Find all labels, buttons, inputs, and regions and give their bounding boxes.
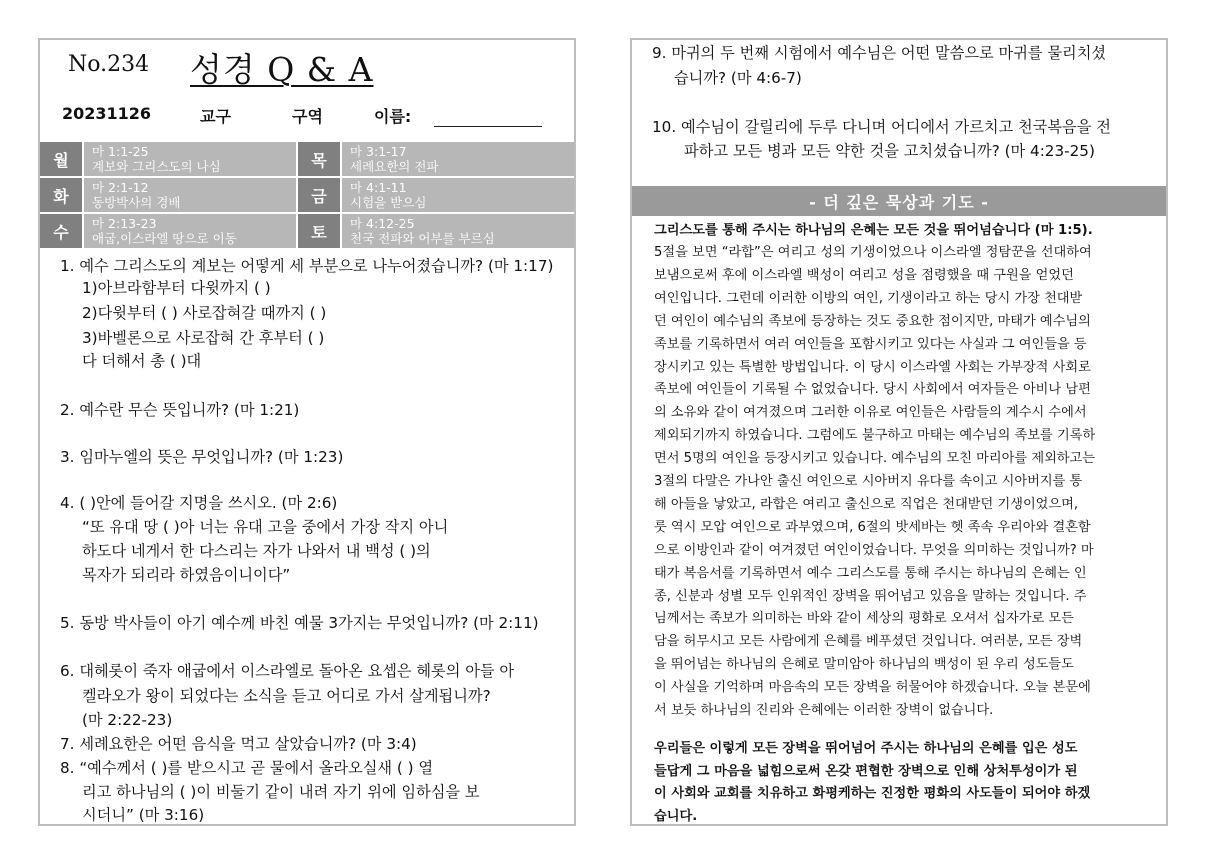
reading-title: 시험을 받으심 — [350, 195, 427, 210]
reading-cell — [84, 214, 296, 248]
meditation-line: 담을 허무시고 모든 사람에게 은혜를 베푸셨던 것입니다. 여러분, 모든 장벽 — [654, 634, 1083, 650]
meditation-line: 5절을 보면 “라합”은 여리고 성의 기생이었으나 이스라엘 정탐꾼을 선대하여 — [654, 245, 1092, 260]
question-line: 다 더해서 총 ( )대 — [82, 352, 202, 370]
meditation-line: 의 소유와 같이 여겨졌으며 그러한 이유로 여인들은 사람들의 계수시 수에서 — [654, 405, 1087, 421]
reading-cell — [84, 142, 296, 176]
district-label: 구역 — [292, 107, 323, 126]
meditation-line: 족보를 기록하면서 여러 여인들을 포함시키고 있다는 사실과 그 여인들을 등 — [654, 336, 1087, 352]
question-line: (마 2:22-23) — [82, 711, 173, 729]
question-line: 켈라오가 왕이 되었다는 소식을 듣고 어디로 가서 살게됩니까? — [82, 687, 491, 705]
reading-ref: 마 1:1-25 — [92, 144, 149, 159]
schedule-row — [40, 214, 574, 248]
question-line: “또 유대 땅 ( )아 너는 유대 고을 중에서 가장 작지 아니 — [82, 518, 449, 536]
day-label: 금 — [298, 178, 340, 212]
question-6: 6. 대헤롯이 죽자 애굽에서 이스라엘로 돌아온 요셉은 헤롯의 아들 아 — [60, 662, 515, 680]
closing-line: 이 사회와 교회를 치유하고 화평케하는 진정한 평화의 사도들이 되어야 하겠 — [654, 786, 1091, 801]
day-label: 월 — [40, 142, 82, 176]
question-5: 5. 동방 박사들이 아기 예수께 바친 예물 3가지는 무엇입니까? (마 2:11) — [60, 614, 539, 632]
reading-ref: 마 2:1-12 — [92, 180, 149, 195]
question-line: 습니까? (마 4:6-7) — [674, 69, 802, 87]
date-label: 20231126 — [62, 104, 152, 123]
meditation-line: 이 사실을 기억하며 마음속의 모든 장벽을 허물어야 하겠습니다. 오늘 본문에 — [654, 680, 1091, 696]
reading-cell — [342, 178, 574, 212]
question-3: 3. 임마누엘의 뜻은 무엇입니까? (마 1:23) — [60, 448, 344, 466]
meditation-line: 님께서는 족보가 의미하는 바와 같이 세상의 평화로 오셔서 십자가로 모든 — [654, 611, 1074, 627]
meditation-line: 해 아들을 낳았고, 라합은 여리고 출신으로 직업은 천대받던 기생이었으며, — [654, 496, 1079, 512]
meditation-line: 태가 복음서를 기록하면서 예수 그리스도를 통해 주시는 하나님의 은혜는 인 — [654, 565, 1087, 581]
day-label: 토 — [298, 214, 340, 248]
meditation-line: 보냄으로써 후에 이스라엘 백성이 여리고 성을 점령했을 때 구원을 얻었던 — [654, 267, 1074, 283]
meditation-banner: - 더 깊은 묵상과 기도 - — [632, 186, 1166, 216]
meditation-line: 던 여인이 예수님의 족보에 등장하는 것도 중요한 점이지만, 마태가 예수님의 — [654, 313, 1091, 329]
reading-ref: 마 4:12-25 — [350, 216, 415, 231]
parish-label: 교구 — [200, 107, 231, 126]
closing-line: 들답게 그 마음을 넓힘으로써 온갖 편협한 장벽으로 인해 상처투성이가 된 — [654, 763, 1078, 779]
reading-title: 동방박사의 경배 — [92, 195, 181, 210]
question-9: 9. 마귀의 두 번째 시험에서 예수님은 어떤 말씀으로 마귀를 물리치셨 — [652, 44, 1107, 62]
closing-line: 습니다. — [654, 808, 698, 824]
meditation-line: 면서 5명의 여인을 등장시키고 있습니다. 예수님의 모친 마리아를 제외하고는 — [654, 451, 1096, 467]
meditation-line: 종, 신분과 성별 모두 인위적인 장벽을 뛰어넘고 있음을 말하는 것입니다. 주 — [654, 588, 1087, 604]
schedule-row — [40, 178, 574, 212]
question-8: 8. “예수께서 ( )를 받으시고 곧 물에서 올라오실새 ( ) 열 — [60, 759, 434, 777]
reading-ref: 마 4:1-11 — [350, 180, 407, 195]
day-label: 목 — [298, 142, 340, 176]
question-line: 시더니” (마 3:16) — [82, 806, 205, 824]
meditation-line: 을 뛰어넘는 하나님의 은혜로 말미암아 하나님의 백성이 된 우리 성도들도 — [654, 657, 1074, 673]
meditation-line: 장시키고 있는 특별한 방법입니다. 이 당시 이스라엘 사회는 가부장적 사회로 — [654, 359, 1091, 375]
reading-ref: 마 3:1-17 — [350, 144, 407, 159]
question-4: 4. ( )안에 들어갈 지명을 쓰시오. (마 2:6) — [60, 494, 338, 512]
question-line: 목자가 되리라 하였음이니이다” — [82, 566, 291, 584]
question-line: 2)다윗부터 ( ) 사로잡혀갈 때까지 ( ) — [82, 304, 327, 322]
reading-title: 애굽,이스라엘 땅으로 이동 — [92, 231, 237, 246]
reading-title: 계보와 그리스도의 나심 — [92, 159, 221, 174]
right-page — [630, 38, 1168, 826]
meditation-line: 룻 역시 모압 여인으로 과부였으며, 6절의 밧세바는 헷 족속 우리아와 결혼함 — [654, 519, 1091, 535]
reading-ref: 마 2:13-23 — [92, 216, 157, 231]
question-line: 3)바벨론으로 사로잡혀 간 후부터 ( ) — [82, 329, 325, 347]
reading-cell — [342, 142, 574, 176]
meditation-line: 서 보듯 하나님의 진리와 은혜에는 이러한 장벽이 없습니다. — [654, 703, 994, 718]
name-label: 이름: — [374, 107, 412, 126]
reading-cell — [342, 214, 574, 248]
question-10: 10. 예수님이 갈릴리에 두루 다니며 어디에서 가르치고 천국복음을 전 — [652, 118, 1111, 136]
question-2: 2. 예수란 무슨 뜻입니까? (마 1:21) — [60, 401, 300, 419]
meditation-line: 제외되기까지 하였습니다. 그럼에도 불구하고 마태는 예수님의 족보를 기록하 — [654, 428, 1096, 444]
question-1: 1. 예수 그리스도의 계보는 어떻게 세 부분으로 나누어졌습니까? (마 1:17) — [60, 257, 554, 275]
schedule-row — [40, 142, 574, 176]
meditation-heading: 그리스도를 통해 주시는 하나님의 은혜는 모든 것을 뛰어넘습니다 (마 1:5). — [654, 223, 1093, 238]
question-line: 하도다 네게서 한 다스리는 자가 나와서 내 백성 ( )의 — [82, 542, 431, 560]
reading-title: 세례요한의 전파 — [350, 159, 439, 174]
meditation-line: 으로 이방인과 같이 여겨졌던 여인이었습니다. 무엇을 의미하는 것입니까? 마 — [654, 542, 1094, 558]
left-page — [38, 38, 576, 826]
question-7: 7. 세례요한은 어떤 음식을 먹고 살았습니까? (마 3:4) — [60, 735, 417, 753]
question-line: 1)아브라함부터 다윗까지 ( ) — [82, 279, 271, 297]
meditation-line: 족보에 여인들이 기록될 수 없었습니다. 당시 사회에서 여자들은 아비나 남편 — [654, 382, 1091, 398]
day-label: 화 — [40, 178, 82, 212]
reading-cell — [84, 178, 296, 212]
meditation-line: 3절의 다말은 가나안 출신 여인으로 시아버지 유다를 속이고 시아버지를 통 — [654, 474, 1083, 489]
page-title: 성경 Q & A — [190, 50, 374, 89]
meditation-line: 여인입니다. 그런데 이러한 이방의 여인, 기생이라고 하는 당시 가장 천대받 — [654, 290, 1083, 306]
day-label: 수 — [40, 214, 82, 248]
issue-number: No.234 — [68, 52, 150, 77]
name-blank[interactable] — [434, 126, 542, 127]
question-line: 파하고 모든 병과 모든 약한 것을 고치셨습니까? (마 4:23-25) — [684, 142, 1095, 160]
reading-title: 천국 전파와 어부를 부르심 — [350, 231, 495, 246]
closing-line: 우리들은 이렇게 모든 장벽을 뛰어넘어 주시는 하나님의 은혜를 입은 성도 — [654, 741, 1078, 756]
question-line: 리고 하나님의 ( )이 비둘기 같이 내려 자기 위에 임하심을 보 — [82, 783, 480, 801]
